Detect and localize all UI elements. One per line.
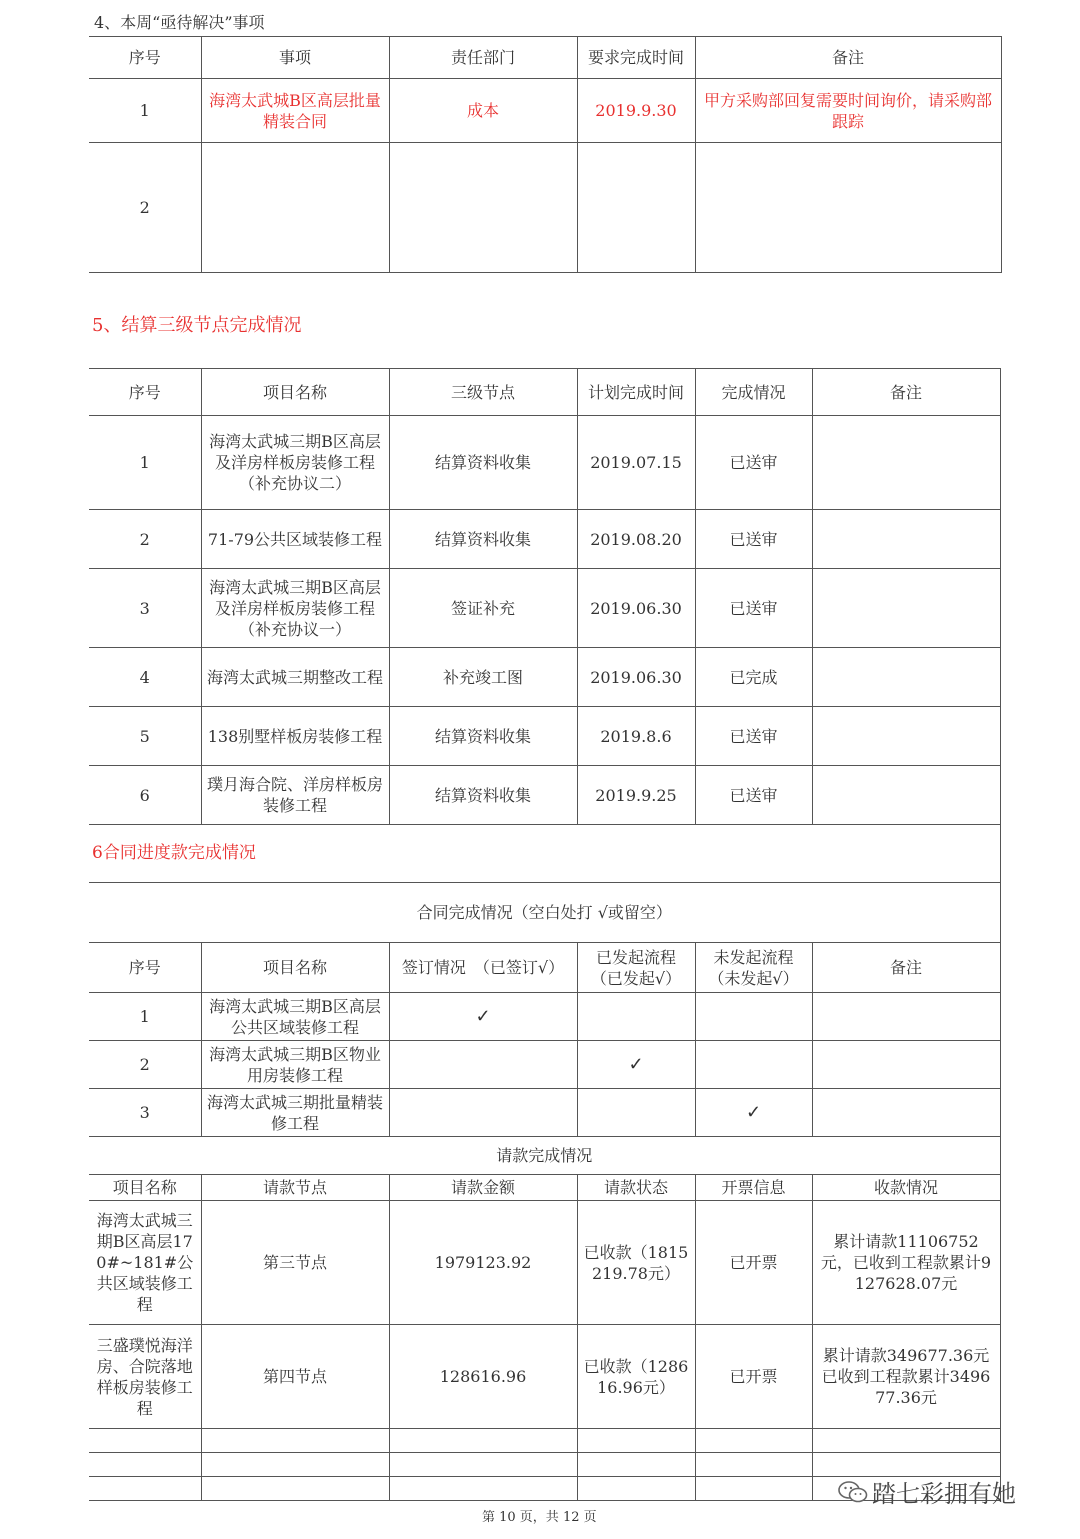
table-header-row [89, 369, 1000, 416]
completion-status: 已送审 [695, 416, 812, 510]
row-number: 5 [89, 707, 201, 766]
project-name: 138别墅样板房装修工程 [201, 707, 389, 766]
table-row [89, 79, 1001, 143]
empty-row [89, 1453, 1000, 1477]
header-cell: 请款金额 [389, 1175, 577, 1201]
table-row [89, 707, 1000, 766]
empty-cell [201, 1453, 389, 1477]
planned-date: 2019.06.30 [577, 569, 695, 648]
header-cell: 已发起流程（已发起√） [577, 943, 695, 993]
row-number: 1 [89, 79, 201, 143]
not-started-check [695, 993, 812, 1041]
signed-check [389, 1041, 577, 1089]
empty-cell [812, 1453, 1000, 1477]
note-cell [812, 569, 1000, 648]
started-check: ✓ [577, 1041, 695, 1089]
settlement-nodes-table [89, 368, 1001, 825]
payment-caption-row [89, 1137, 1000, 1175]
note-cell [812, 648, 1000, 707]
contract-progress-table [89, 824, 1001, 1501]
table-header-row [89, 37, 1001, 79]
empty-cell [577, 1453, 695, 1477]
project-name: 海湾太武城三期B区高层公共区域装修工程 [201, 993, 389, 1041]
completion-status: 已完成 [695, 648, 812, 707]
table-row [89, 569, 1000, 648]
not-started-check: ✓ [695, 1089, 812, 1137]
payment-status: 已收款（1815219.78元） [577, 1201, 695, 1325]
watermark [838, 1474, 1016, 1509]
node-name: 结算资料收集 [389, 510, 577, 569]
collection-info: 累计请款11106752元，已收到工程款累计9127628.07元 [812, 1201, 1000, 1325]
row-number: 4 [89, 648, 201, 707]
empty-cell [389, 1453, 577, 1477]
row-number: 1 [89, 993, 201, 1041]
issue-item [201, 143, 389, 273]
planned-date: 2019.9.25 [577, 766, 695, 825]
header-cell: 要求完成时间 [577, 37, 695, 79]
header-cell: 请款状态 [577, 1175, 695, 1201]
project-name: 海湾太武城三期B区高层及洋房样板房装修工程（补充协议二） [201, 416, 389, 510]
issue-deadline [577, 143, 695, 273]
issue-note [695, 143, 1001, 273]
table-row [89, 1201, 1000, 1325]
header-cell: 未发起流程（未发起√） [695, 943, 812, 993]
planned-date: 2019.07.15 [577, 416, 695, 510]
planned-date: 2019.08.20 [577, 510, 695, 569]
note-cell [812, 766, 1000, 825]
table-header-row [89, 1175, 1000, 1201]
header-cell: 签订情况 （已签订√） [389, 943, 577, 993]
row-number: 1 [89, 416, 201, 510]
completion-status: 已送审 [695, 569, 812, 648]
header-cell: 开票信息 [695, 1175, 812, 1201]
header-cell: 序号 [89, 369, 201, 416]
empty-cell [89, 1429, 201, 1453]
empty-cell [201, 1429, 389, 1453]
project-name: 海湾太武城三期B区高层及洋房样板房装修工程（补充协议一） [201, 569, 389, 648]
completion-status: 已送审 [695, 707, 812, 766]
empty-cell [695, 1453, 812, 1477]
header-cell: 序号 [89, 37, 201, 79]
payment-amount: 1979123.92 [389, 1201, 577, 1325]
planned-date: 2019.06.30 [577, 648, 695, 707]
started-check [577, 1089, 695, 1137]
header-cell: 项目名称 [89, 1175, 201, 1201]
header-cell: 完成情况 [695, 369, 812, 416]
note-cell [812, 707, 1000, 766]
table-row [89, 993, 1000, 1041]
project-name: 璞月海合院、洋房样板房装修工程 [201, 766, 389, 825]
not-started-check [695, 1041, 812, 1089]
collection-info: 累计请款349677.36元 已收到工程款累计349677.36元 [812, 1325, 1000, 1429]
payment-node: 第四节点 [201, 1325, 389, 1429]
project-name: 71-79公共区域装修工程 [201, 510, 389, 569]
table-header-row [89, 943, 1000, 993]
header-cell: 项目名称 [201, 943, 389, 993]
row-number: 2 [89, 510, 201, 569]
node-name: 签证补充 [389, 569, 577, 648]
header-cell: 计划完成时间 [577, 369, 695, 416]
completion-status: 已送审 [695, 510, 812, 569]
header-cell: 事项 [201, 37, 389, 79]
urgent-issues-table [89, 36, 1002, 273]
empty-cell [577, 1477, 695, 1501]
section5-title: 5、结算三级节点完成情况 [92, 315, 302, 336]
payment-status: 已收款（128616.96元） [577, 1325, 695, 1429]
empty-cell [89, 1477, 201, 1501]
contract-caption: 合同完成情况（空白处打 √或留空） [89, 883, 1000, 943]
node-name: 补充竣工图 [389, 648, 577, 707]
project-name: 海湾太武城三期B区高层170#~181#公共区域装修工程 [89, 1201, 201, 1325]
table-row [89, 1041, 1000, 1089]
project-name: 海湾太武城三期B区物业用房装修工程 [201, 1041, 389, 1089]
project-name: 海湾太武城三期整改工程 [201, 648, 389, 707]
payment-node: 第三节点 [201, 1201, 389, 1325]
page-number: 第 10 页，共 12 页 [482, 1510, 597, 1525]
node-name: 结算资料收集 [389, 766, 577, 825]
empty-cell [389, 1477, 577, 1501]
payment-amount: 128616.96 [389, 1325, 577, 1429]
note-cell [812, 1089, 1000, 1137]
empty-cell [695, 1429, 812, 1453]
node-name: 结算资料收集 [389, 416, 577, 510]
signed-check: ✓ [389, 993, 577, 1041]
payment-caption: 请款完成情况 [89, 1137, 1000, 1175]
note-cell [812, 416, 1000, 510]
table-row [89, 1325, 1000, 1429]
row-number: 2 [89, 143, 201, 273]
issue-dept: 成本 [389, 79, 577, 143]
row-number: 3 [89, 569, 201, 648]
issue-dept [389, 143, 577, 273]
section6-title: 6合同进度款完成情况 [89, 825, 1000, 883]
row-number: 2 [89, 1041, 201, 1089]
empty-row [89, 1429, 1000, 1453]
invoice-info: 已开票 [695, 1325, 812, 1429]
note-cell [812, 993, 1000, 1041]
table-row [89, 510, 1000, 569]
row-number: 3 [89, 1089, 201, 1137]
invoice-info: 已开票 [695, 1201, 812, 1325]
planned-date: 2019.8.6 [577, 707, 695, 766]
issue-deadline: 2019.9.30 [577, 79, 695, 143]
empty-cell [695, 1477, 812, 1501]
header-cell: 收款情况 [812, 1175, 1000, 1201]
header-cell: 备注 [812, 369, 1000, 416]
row-number: 6 [89, 766, 201, 825]
empty-cell [89, 1453, 201, 1477]
started-check [577, 993, 695, 1041]
header-cell: 三级节点 [389, 369, 577, 416]
empty-cell [577, 1429, 695, 1453]
header-cell: 备注 [812, 943, 1000, 993]
header-cell: 责任部门 [389, 37, 577, 79]
issue-note: 甲方采购部回复需要时间询价，请采购部跟踪 [695, 79, 1001, 143]
empty-cell [201, 1477, 389, 1501]
table-row [89, 766, 1000, 825]
node-name: 结算资料收集 [389, 707, 577, 766]
table-row [89, 648, 1000, 707]
empty-cell [812, 1429, 1000, 1453]
project-name: 海湾太武城三期批量精装修工程 [201, 1089, 389, 1137]
completion-status: 已送审 [695, 766, 812, 825]
header-cell: 备注 [695, 37, 1001, 79]
empty-cell [389, 1429, 577, 1453]
table-row [89, 143, 1001, 273]
table-row [89, 416, 1000, 510]
table-row [89, 1089, 1000, 1137]
section4-title: 4、本周“亟待解决”事项 [94, 13, 265, 32]
project-name: 三盛璞悦海洋房、合院落地样板房装修工程 [89, 1325, 201, 1429]
watermark-text: 踏七彩拥有她 [872, 1480, 1016, 1508]
signed-check [389, 1089, 577, 1137]
issue-item: 海湾太武城B区高层批量精装合同 [201, 79, 389, 143]
note-cell [812, 1041, 1000, 1089]
section6-title-row [89, 825, 1000, 883]
header-cell: 请款节点 [201, 1175, 389, 1201]
contract-caption-row [89, 883, 1000, 943]
header-cell: 序号 [89, 943, 201, 993]
wechat-icon [838, 1480, 868, 1504]
header-cell: 项目名称 [201, 369, 389, 416]
note-cell [812, 510, 1000, 569]
